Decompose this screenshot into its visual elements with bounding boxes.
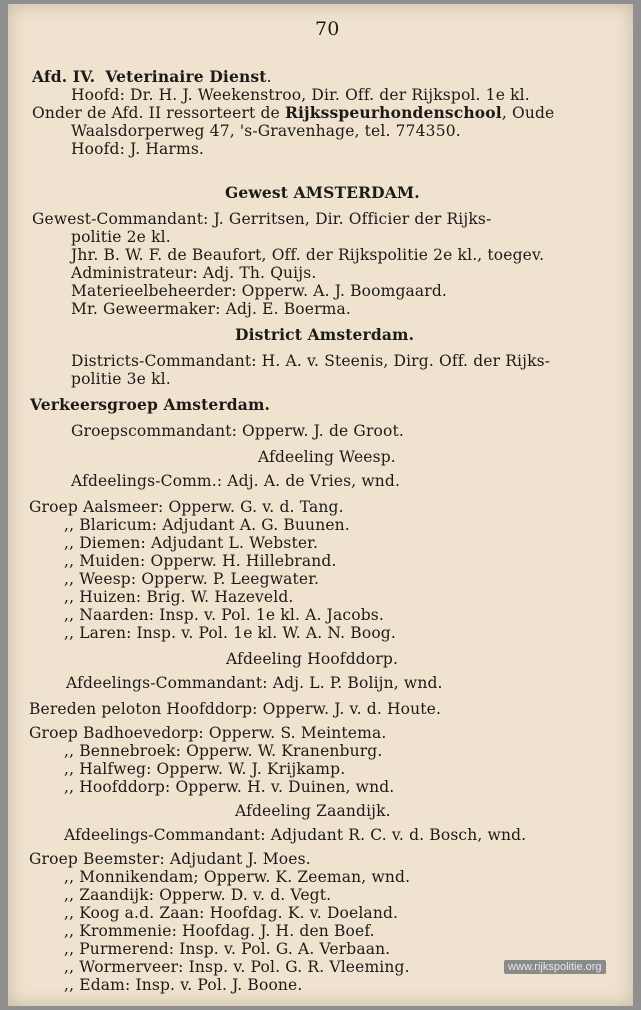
weesp-title: Afdeeling Weesp. <box>258 448 396 466</box>
zaandijk-group: ,, Purmerend: Insp. v. Pol. G. A. Verbaan. <box>64 940 391 958</box>
onder-text-a: Onder de Afd. II ressorteert de <box>32 104 280 122</box>
verkeer-line: Groepscommandant: Opperw. J. de Groot. <box>71 422 404 440</box>
zaandijk-group: Groep Beemster: Adjudant J. Moes. <box>29 850 311 868</box>
weesp-group: ,, Huizen: Brig. W. Hazeveld. <box>64 588 294 606</box>
afd-iv-lead: Afd. IV. <box>32 67 96 86</box>
hoofddorp-group: ,, Halfweg: Opperw. W. J. Krijkamp. <box>64 760 346 778</box>
weesp-comm: Afdeelings-Comm.: Adj. A. de Vries, wnd. <box>71 472 401 490</box>
zaandijk-group: ,, Zaandijk: Opperw. D. v. d. Vegt. <box>64 886 332 904</box>
district-line: politie 3e kl. <box>71 370 171 388</box>
district-title: District Amsterdam. <box>235 325 415 344</box>
afd-iv-onder-line <box>32 104 554 122</box>
gewest-line: Mr. Geweermaker: Adj. E. Boerma. <box>71 300 351 318</box>
afd-iv-address: Waalsdorperweg 47, 's-Gravenhage, tel. 774350. <box>71 122 461 140</box>
watermark-link[interactable]: www.rijkspolitie.org <box>504 960 606 974</box>
weesp-group: Groep Aalsmeer: Opperw. G. v. d. Tang. <box>29 498 344 516</box>
weesp-group: ,, Naarden: Insp. v. Pol. 1e kl. A. Jacobs. <box>64 606 384 624</box>
weesp-group: ,, Muiden: Opperw. H. Hillebrand. <box>64 552 337 570</box>
gewest-line: Materieelbeheerder: Opperw. A. J. Boomgaard. <box>71 282 448 300</box>
weesp-group: ,, Weesp: Opperw. P. Leegwater. <box>64 570 320 588</box>
gewest-line: Administrateur: Adj. Th. Quijs. <box>71 264 317 282</box>
zaandijk-group: ,, Wormerveer: Insp. v. Pol. G. R. Vleeming. <box>64 958 410 976</box>
page-number: 70 <box>315 18 340 40</box>
afd-iv-hoofd: Hoofd: Dr. H. J. Weekenstroo, Dir. Off. der Rijkspol. 1e kl. <box>71 86 530 104</box>
hoofddorp-group: ,, Hoofddorp: Opperw. H. v. Duinen, wnd. <box>64 778 395 796</box>
gewest-line: Gewest-Commandant: J. Gerritsen, Dir. Officier der Rijks- <box>32 210 492 228</box>
zaandijk-group: ,, Krommenie: Hoofdag. J. H. den Boef. <box>64 922 375 940</box>
gewest-line: Jhr. B. W. F. de Beaufort, Off. der Rijkspolitie 2e kl., toegev. <box>71 246 545 264</box>
hoofddorp-group: Groep Badhoevedorp: Opperw. S. Meintema. <box>29 724 387 742</box>
hoofddorp-comm: Afdeelings-Commandant: Adj. L. P. Bolijn, wnd. <box>66 674 443 692</box>
afd-iv-title-end: . <box>266 68 272 86</box>
zaandijk-comm: Afdeelings-Commandant: Adjudant R. C. v. d. Bosch, wnd. <box>64 826 527 844</box>
document-page <box>8 4 633 1006</box>
hoofddorp-group: ,, Bennebroek: Opperw. W. Kranenburg. <box>64 742 383 760</box>
hoofddorp-bereden: Bereden peloton Hoofddorp: Opperw. J. v. d. Houte. <box>29 700 442 718</box>
zaandijk-group: ,, Edam: Insp. v. Pol. J. Boone. <box>64 976 303 994</box>
weesp-group: ,, Diemen: Adjudant L. Webster. <box>64 534 319 552</box>
district-line: Districts-Commandant: H. A. v. Steenis, Dirg. Off. der Rijks- <box>71 352 551 370</box>
hoofddorp-title: Afdeeling Hoofddorp. <box>226 650 399 668</box>
onder-school-name: Rijksspeurhondenschool <box>284 103 502 122</box>
gewest-title: Gewest AMSTERDAM. <box>225 183 420 202</box>
zaandijk-title: Afdeeling Zaandijk. <box>235 802 391 820</box>
zaandijk-group: ,, Monnikendam; Opperw. K. Zeeman, wnd. <box>64 868 411 886</box>
afd-iv-hoofd-2: Hoofd: J. Harms. <box>71 140 204 158</box>
verkeer-title: Verkeersgroep Amsterdam. <box>30 395 271 414</box>
onder-text-c: , Oude <box>501 104 555 122</box>
weesp-group: ,, Laren: Insp. v. Pol. 1e kl. W. A. N. Boog. <box>64 624 396 642</box>
afd-iv-title: Veterinaire Dienst <box>105 67 267 86</box>
section-afd-iv-heading <box>32 68 272 86</box>
weesp-group: ,, Blaricum: Adjudant A. G. Buunen. <box>64 516 350 534</box>
zaandijk-group: ,, Koog a.d. Zaan: Hoofdag. K. v. Doeland. <box>64 904 399 922</box>
gewest-line: politie 2e kl. <box>71 228 171 246</box>
